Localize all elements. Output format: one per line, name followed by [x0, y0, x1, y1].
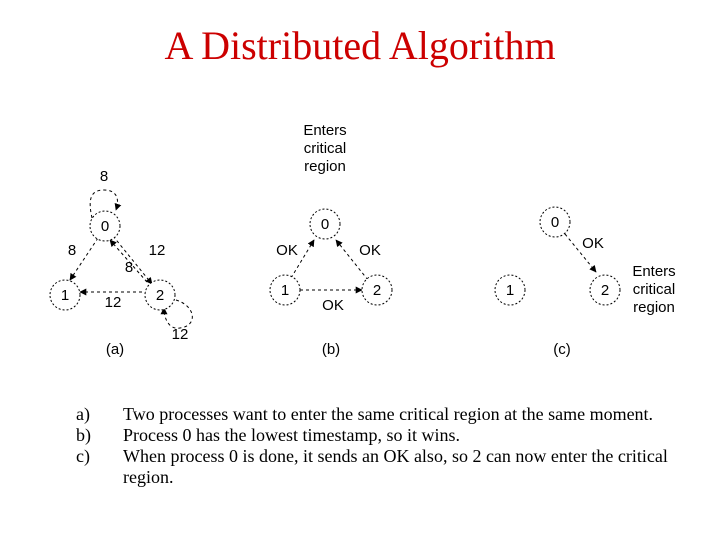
node-1-label: 1 [505, 282, 515, 299]
list-item-text: Two processes want to enter the same critical region at the same moment. [123, 404, 654, 424]
node-0-label: 0 [550, 214, 560, 231]
panel-c [495, 207, 676, 358]
timestamp-bottom: 12 [104, 294, 122, 311]
timestamp-top: 8 [99, 168, 109, 185]
panel-a [50, 168, 192, 358]
ok-right: OK [359, 242, 381, 259]
list-item-text: Process 0 has the lowest timestamp, so it wins. [123, 425, 460, 445]
list-item [76, 446, 676, 488]
ok-left: OK [276, 242, 298, 259]
ok-label: OK [582, 235, 604, 252]
node-2-label: 2 [600, 282, 610, 299]
node-2-label: 2 [372, 282, 382, 299]
list-marker: c) [76, 446, 90, 466]
timestamp-left: 8 [67, 242, 77, 259]
enters-line-3: region [633, 299, 675, 316]
node-1-label: 1 [280, 282, 290, 299]
enters-line-2: critical [632, 281, 676, 298]
node-0-label: 0 [320, 216, 330, 233]
slide-title: A Distributed Algorithm [164, 23, 556, 68]
list-marker: a) [76, 404, 90, 424]
enters-line-1: Enters [632, 263, 676, 280]
list-item-text: When process 0 is done, it sends an OK also, so 2 can now enter the critical region. [123, 446, 668, 487]
enters-line-2: critical [303, 140, 347, 157]
timestamp-middle: 8 [124, 259, 134, 276]
node-2-label: 2 [155, 287, 165, 304]
enters-line-1: Enters [303, 122, 347, 139]
panel-b [270, 122, 392, 358]
explanation-list [76, 404, 676, 488]
caption-a: (a) [105, 341, 125, 358]
timestamp-bottom-right: 12 [171, 326, 189, 343]
enters-line-3: region [304, 158, 346, 175]
caption-b: (b) [321, 341, 341, 358]
caption-c: (c) [553, 341, 571, 358]
list-item [76, 404, 676, 425]
list-item [76, 425, 676, 446]
timestamp-right: 12 [148, 242, 166, 259]
node-1-label: 1 [60, 287, 70, 304]
node-0-label: 0 [100, 218, 110, 235]
ok-bottom: OK [322, 297, 344, 314]
list-marker: b) [76, 425, 91, 445]
